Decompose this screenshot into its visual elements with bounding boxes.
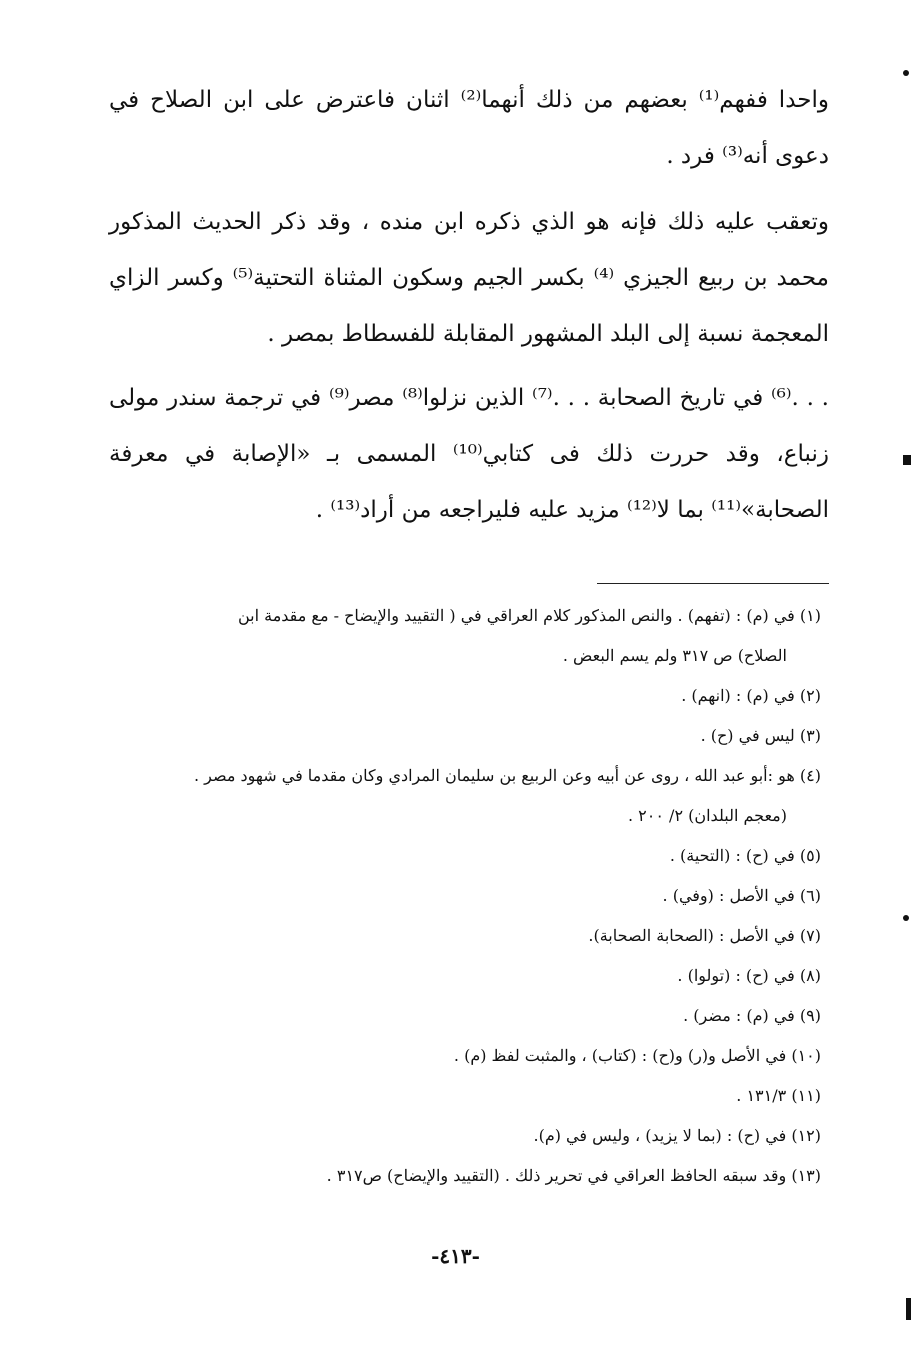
scan-mark	[903, 915, 909, 921]
footnote-number: (٢)	[799, 686, 821, 705]
footnote-number: (١)	[799, 606, 821, 625]
footnote-11	[109, 1076, 821, 1116]
footnote-number: (٥)	[799, 846, 821, 865]
paragraph-2: وتعقب عليه ذلك فإنه هو الذي ذكره ابن منده ، وقد ذكر الحديث المذكور محمد بن ربيع الجيزي ⁽⁴⁾ بكسر الجيم وسكون المثناة التحتية⁽⁵⁾ وكسر الزاي المعجمة نسبة إلى البلد المشهور المقابلة للفسطاط بمصر .	[109, 209, 829, 347]
footnote-number: (٩)	[799, 1006, 821, 1025]
footnote-number: (٧)	[799, 926, 821, 945]
footnote-8	[109, 956, 821, 996]
footnote-number: (١٢)	[791, 1126, 821, 1145]
footnote-continuation: الصلاح) ص ٣١٧ ولم يسم البعض .	[562, 646, 787, 665]
footnotes	[109, 596, 821, 1196]
main-text	[109, 72, 829, 546]
footnote-text: في الأصل و(ر) و(ح) : (كتاب) ، والمثبت لفظ (م) .	[453, 1046, 787, 1065]
footnote-text: في (ح) : (بما لا يزيد) ، وليس في (م).	[533, 1126, 787, 1145]
footnote-number: (١٠)	[791, 1046, 821, 1065]
footnote-1	[109, 596, 821, 676]
footnote-text: في (ح) : (تولوا) .	[677, 966, 795, 985]
footnote-13	[109, 1156, 821, 1196]
footnote-3	[109, 716, 821, 756]
scan-mark	[903, 70, 909, 76]
footnote-number: (٨)	[799, 966, 821, 985]
footnote-number: (٤)	[799, 766, 821, 785]
footnote-7	[109, 916, 821, 956]
footnote-number: (١١)	[791, 1086, 821, 1105]
footnote-text: في الأصل : (وفي) .	[662, 886, 795, 905]
scan-mark	[906, 1298, 911, 1320]
footnote-continuation: (معجم البلدان) ٢/ ٢٠٠ .	[628, 806, 787, 825]
footnote-text: وقد سبقه الحافظ العراقي في تحرير ذلك . (التقييد والإيضاح) ص٣١٧ .	[326, 1166, 787, 1185]
footnote-text: في (م) : مضر) .	[683, 1006, 795, 1025]
footnote-text: ليس في (ح) .	[700, 726, 795, 745]
footnote-12	[109, 1116, 821, 1156]
footnote-6	[109, 876, 821, 916]
footnote-text: ١٣١/٣ .	[736, 1086, 787, 1105]
footnote-text: هو :أبو عبد الله ، روى عن أبيه وعن الربيع بن سليمان المرادي وكان مقدما في شهود مصر .	[193, 766, 795, 785]
footnote-2	[109, 676, 821, 716]
scan-mark	[903, 455, 911, 465]
footnote-separator	[597, 583, 829, 584]
footnote-number: (٣)	[799, 726, 821, 745]
footnote-number: (٦)	[799, 886, 821, 905]
footnote-text: في الأصل : (الصحابة الصحابة).	[588, 926, 795, 945]
footnote-9	[109, 996, 821, 1036]
paragraph-3: . . .⁽⁶⁾ في تاريخ الصحابة . . .⁽⁷⁾ الذين نزلوا⁽⁸⁾ مصر⁽⁹⁾ في ترجمة سندر مولى زنباع، وقد حررت ذلك فى كتابي⁽¹⁰⁾ المسمى بـ «الإصابة في معرفة الصحابة»⁽¹¹⁾ بما لا⁽¹²⁾ مزيد عليه فليراجعه من أراد⁽¹³⁾ .	[109, 385, 829, 523]
footnote-text: في (م) : (تفهم) . والنص المذكور كلام العراقي في ( التقييد والإيضاح - مع مقدمة ابن	[237, 606, 795, 625]
footnote-number: (١٣)	[791, 1166, 821, 1185]
footnote-text: في (م) : (انهم) .	[681, 686, 795, 705]
footnote-4	[109, 756, 821, 836]
footnote-10	[109, 1036, 821, 1076]
footnote-text: في (ح) : (التحية) .	[669, 846, 795, 865]
footnote-5	[109, 836, 821, 876]
paragraph-1: واحدا ففهم⁽¹⁾ بعضهم من ذلك أنهما⁽²⁾ اثنان فاعترض على ابن الصلاح في دعوى أنه⁽³⁾ فرد .	[109, 87, 829, 169]
page-number: -٤١٣-	[431, 1244, 480, 1268]
